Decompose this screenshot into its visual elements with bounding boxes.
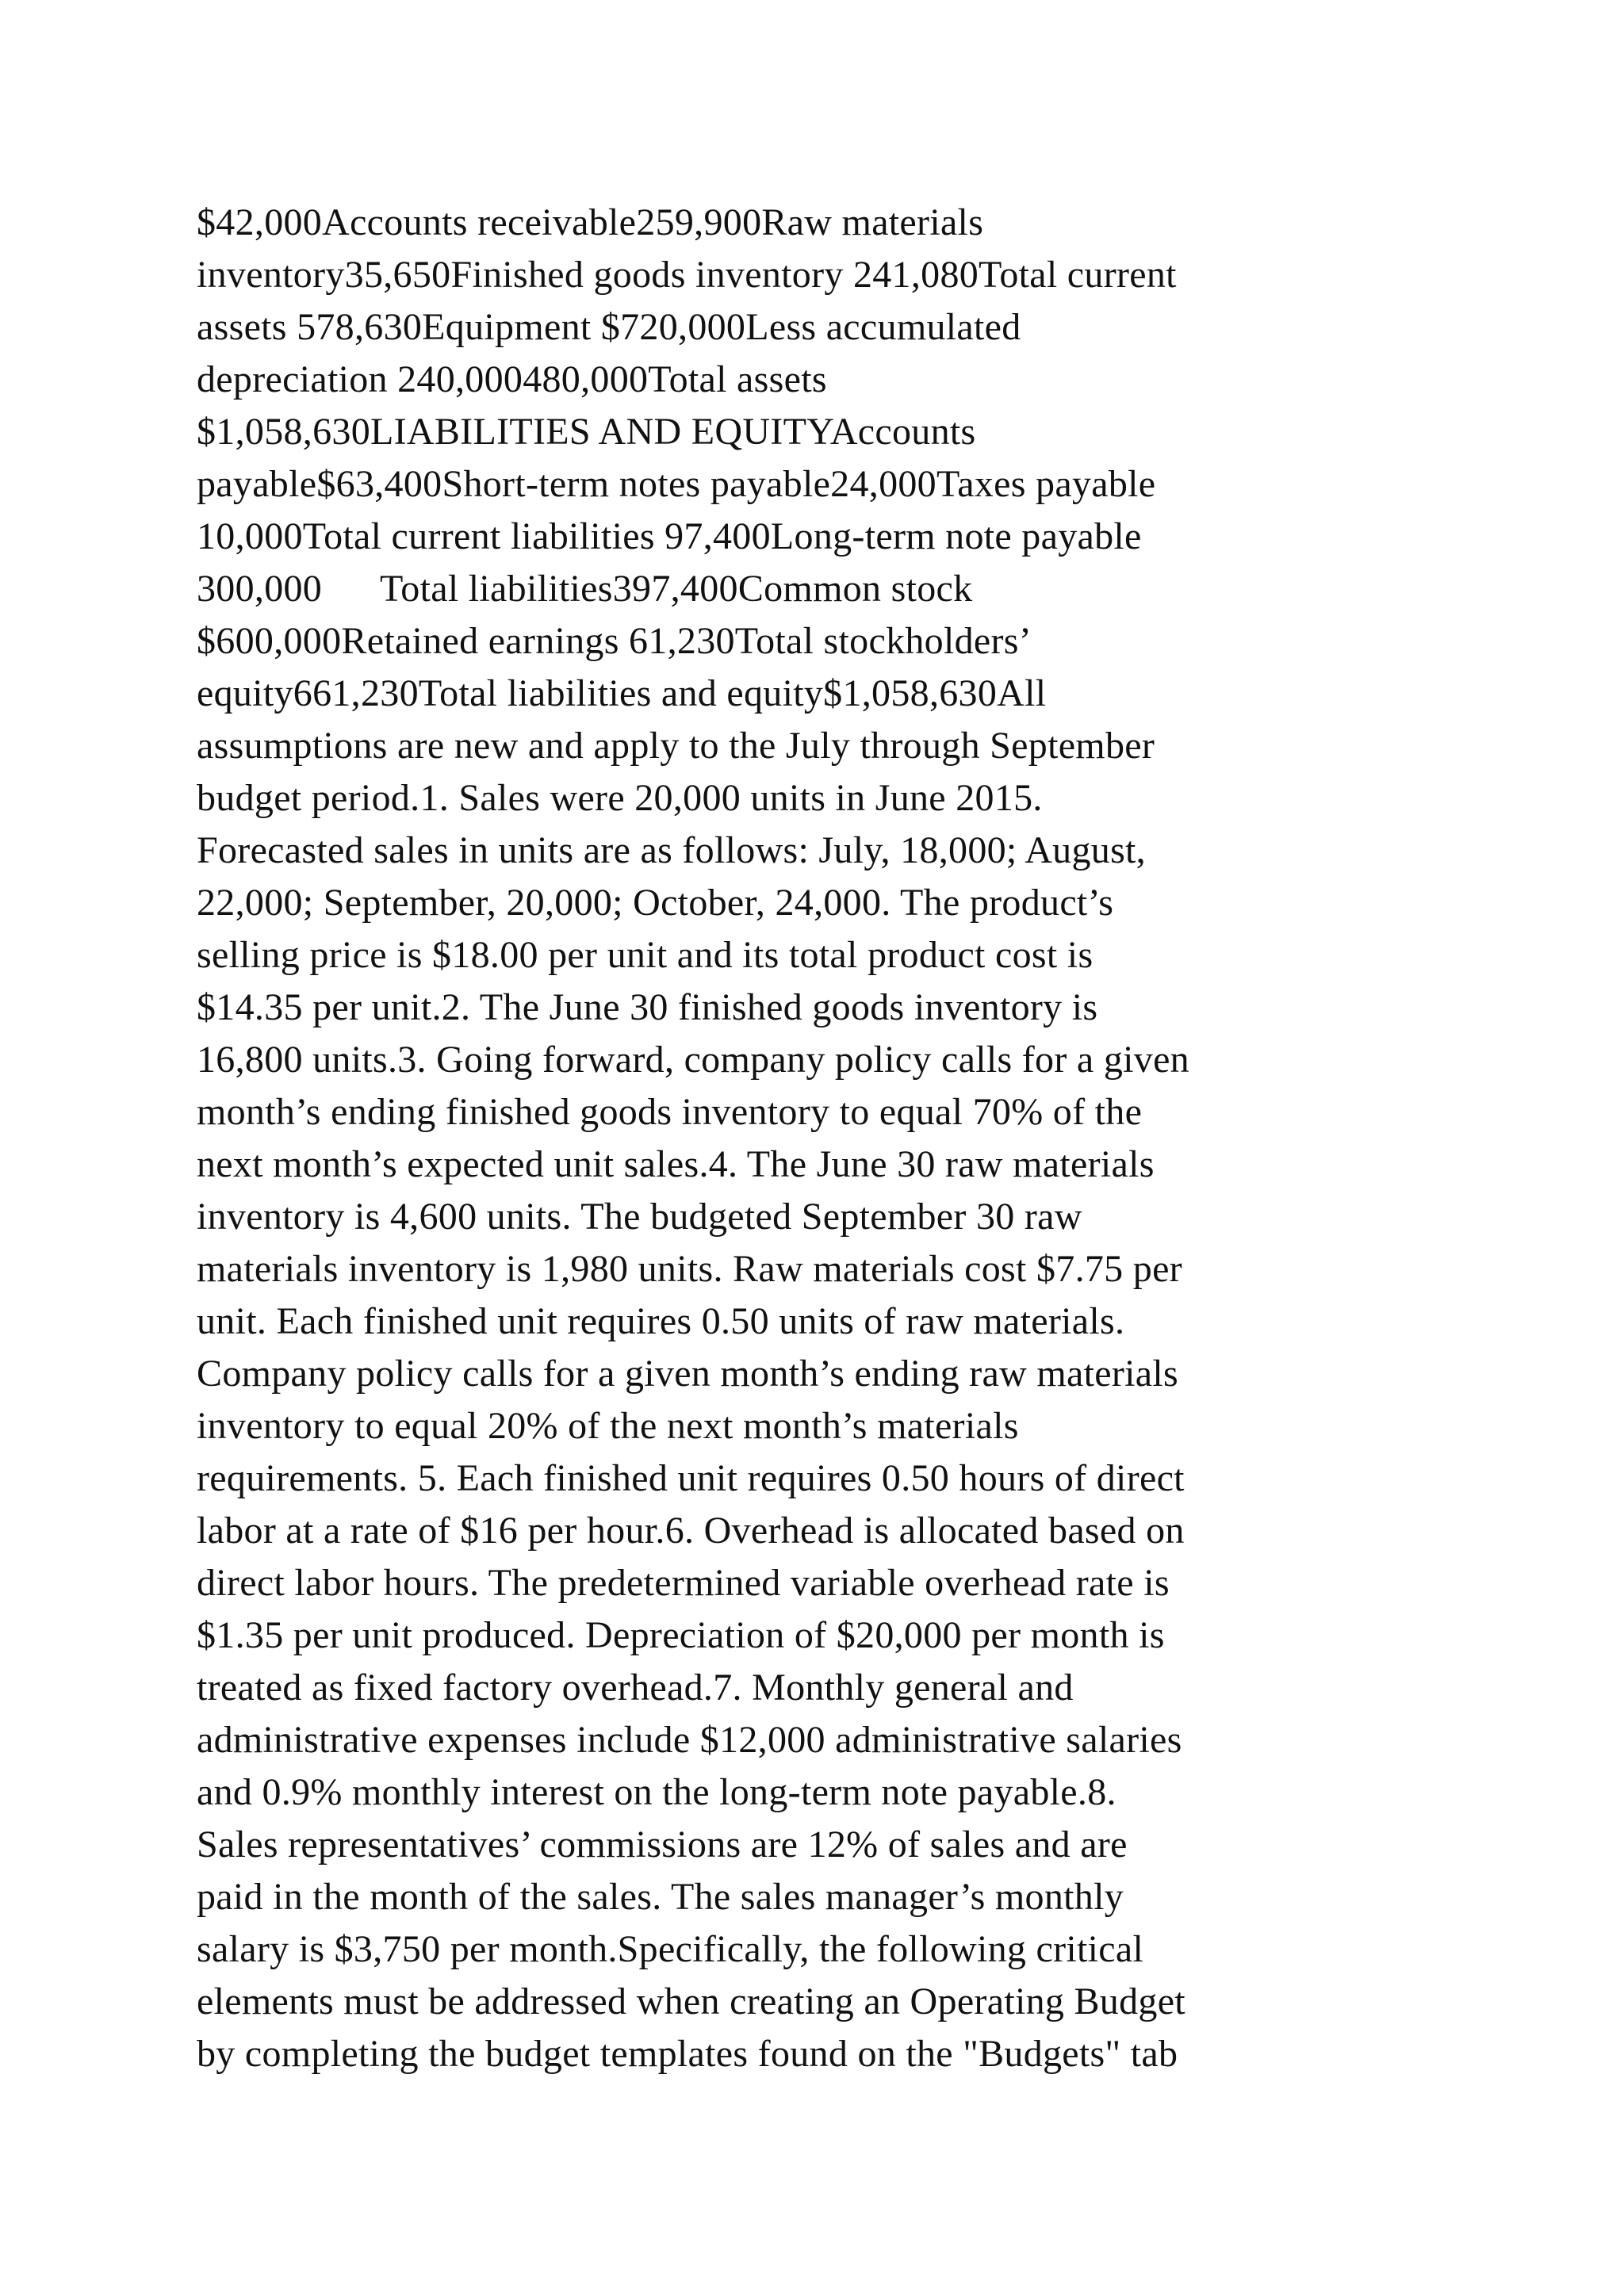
text-line: inventory is 4,600 units. The budgeted September 30 raw xyxy=(197,1196,1082,1238)
text-line: equity661,230Total liabilities and equity$1,058,630All xyxy=(197,672,1047,714)
text-line: administrative expenses include $12,000 administrative salaries xyxy=(197,1719,1182,1761)
text-line: month’s ending finished goods inventory to equal 70% of the xyxy=(197,1091,1143,1133)
text-line: direct labor hours. The predetermined variable overhead rate is xyxy=(197,1562,1170,1604)
text-line: unit. Each finished unit requires 0.50 units of raw materials. xyxy=(197,1300,1125,1342)
text-line: and 0.9% monthly interest on the long-term note payable.8. xyxy=(197,1771,1116,1813)
body-text xyxy=(197,197,1529,2080)
text-line: by completing the budget templates found on the "Budgets" tab xyxy=(197,2033,1178,2075)
text-line: next month’s expected unit sales.4. The June 30 raw materials xyxy=(197,1143,1155,1185)
text-line: inventory35,650Finished goods inventory 241,080Total current xyxy=(197,254,1177,296)
text-line: salary is $3,750 per month.Specifically, the following critical xyxy=(197,1928,1144,1970)
text-line: labor at a rate of $16 per hour.6. Overhead is allocated based on xyxy=(197,1510,1185,1552)
text-line: budget period.1. Sales were 20,000 units in June 2015. xyxy=(197,777,1043,819)
text-line: 10,000Total current liabilities 97,400Long-term note payable xyxy=(197,515,1142,557)
text-line: $42,000Accounts receivable259,900Raw materials xyxy=(197,201,984,243)
text-line: $1.35 per unit produced. Depreciation of $20,000 per month is xyxy=(197,1614,1165,1656)
text-line: 16,800 units.3. Going forward, company policy calls for a given xyxy=(197,1039,1189,1081)
text-line: inventory to equal 20% of the next month’s materials xyxy=(197,1405,1019,1447)
text-line: elements must be addressed when creating an Operating Budget xyxy=(197,1980,1185,2022)
text-line: materials inventory is 1,980 units. Raw materials cost $7.75 per xyxy=(197,1248,1182,1290)
text-line: requirements. 5. Each finished unit requires 0.50 hours of direct xyxy=(197,1457,1185,1499)
text-line: Forecasted sales in units are as follows: July, 18,000; August, xyxy=(197,829,1146,871)
text-line: treated as fixed factory overhead.7. Monthly general and xyxy=(197,1667,1074,1709)
text-line: $14.35 per unit.2. The June 30 finished goods inventory is xyxy=(197,986,1098,1028)
text-line: $1,058,630LIABILITIES AND EQUITYAccounts xyxy=(197,411,976,453)
text-line: selling price is $18.00 per unit and its total product cost is xyxy=(197,934,1094,976)
text-line: Sales representatives’ commissions are 12% of sales and are xyxy=(197,1823,1128,1866)
text-line: assumptions are new and apply to the July through September xyxy=(197,725,1155,767)
text-line: depreciation 240,000480,000Total assets xyxy=(197,358,827,400)
text-line: payable$63,400Short-term notes payable24,000Taxes payable xyxy=(197,463,1156,505)
text-line: $600,000Retained earnings 61,230Total stockholders’ xyxy=(197,620,1032,662)
text-line: Company policy calls for a given month’s ending raw materials xyxy=(197,1353,1179,1395)
text-line: assets 578,630Equipment $720,000Less accumulated xyxy=(197,306,1021,348)
text-line: paid in the month of the sales. The sales manager’s monthly xyxy=(197,1876,1124,1918)
text-line: 300,000 Total liabilities397,400Common stock xyxy=(197,568,973,610)
text-line: 22,000; September, 20,000; October, 24,000. The product’s xyxy=(197,882,1114,924)
